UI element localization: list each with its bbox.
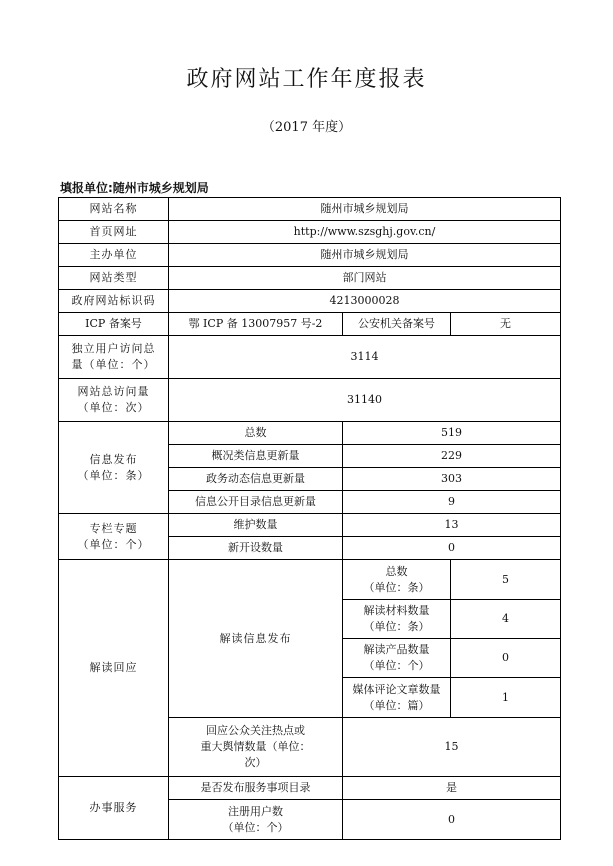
interpret-material-value: 4 — [451, 600, 561, 639]
services-catalog-value: 是 — [343, 777, 561, 800]
report-year: （2017 年度） — [261, 120, 352, 135]
icp-value: 鄂 ICP 备 13007957 号-2 — [169, 313, 343, 336]
table-row — [59, 514, 561, 537]
total-visits-label-line1: 网站总访问量 — [77, 385, 150, 398]
interpret-media-label — [343, 678, 451, 718]
interpret-media-label-line1: 媒体评论文章数量 — [352, 682, 441, 696]
total-visits-label-line2: （单位：次） — [77, 401, 150, 414]
table-row — [59, 198, 561, 221]
interpret-material-label-line2: （单位：条） — [363, 620, 430, 633]
table-row — [59, 267, 561, 290]
columns-label-line2: （单位：个） — [77, 537, 150, 551]
report-table — [58, 197, 561, 840]
police-record-label: 公安机关备案号 — [343, 313, 451, 336]
services-users-label — [169, 800, 343, 840]
interpret-total-value: 5 — [451, 560, 561, 600]
info-overview-label: 概况类信息更新量 — [169, 445, 343, 468]
interpret-publish-label: 解读信息发布 — [169, 560, 343, 718]
info-overview-value: 229 — [343, 445, 561, 468]
info-total-label: 总数 — [169, 422, 343, 445]
site-name-value: 随州市城乡规划局 — [169, 198, 561, 221]
columns-new-label: 新开设数量 — [169, 537, 343, 560]
interpret-product-label-line1: 解读产品数量 — [363, 643, 430, 656]
interpret-total-label-line1: 总数 — [385, 564, 408, 578]
total-visits-value: 31140 — [169, 379, 561, 422]
table-row — [59, 313, 561, 336]
columns-new-value: 0 — [343, 537, 561, 560]
police-record-value: 无 — [451, 313, 561, 336]
home-url-value: http://www.szsghj.gov.cn/ — [169, 221, 561, 244]
page-title: 政府网站工作年度报表 — [186, 67, 427, 92]
table-row — [59, 290, 561, 313]
table-row — [59, 560, 561, 600]
site-type-label: 网站类型 — [59, 267, 169, 290]
info-total-value: 519 — [343, 422, 561, 445]
total-visits-label — [59, 379, 169, 422]
info-news-value: 303 — [343, 468, 561, 491]
response-value: 15 — [343, 718, 561, 777]
unique-visitors-label-line1: 独立用户访问总 — [71, 342, 156, 355]
info-publish-label — [59, 422, 169, 514]
interpret-media-value: 1 — [451, 678, 561, 718]
info-catalog-label: 信息公开目录信息更新量 — [169, 491, 343, 514]
interpret-label: 解读回应 — [59, 560, 169, 777]
site-id-value: 4213000028 — [169, 290, 561, 313]
table-row — [59, 379, 561, 422]
host-unit-label: 主办单位 — [59, 244, 169, 267]
site-type-value: 部门网站 — [169, 267, 561, 290]
services-users-label-line2: （单位：个） — [222, 820, 289, 834]
services-catalog-label: 是否发布服务事项目录 — [169, 777, 343, 800]
columns-maintain-value: 13 — [343, 514, 561, 537]
interpret-product-value: 0 — [451, 639, 561, 678]
response-label-line3: 次） — [244, 756, 267, 769]
table-row — [59, 777, 561, 800]
interpret-product-label-line2: （单位：个） — [363, 659, 430, 672]
home-url-label: 首页网址 — [59, 221, 169, 244]
services-label: 办事服务 — [59, 777, 169, 840]
table-row — [59, 244, 561, 267]
info-catalog-value: 9 — [343, 491, 561, 514]
reporting-unit: 填报单位:随州市城乡规划局 — [60, 181, 209, 195]
icp-label: ICP 备案号 — [59, 313, 169, 336]
table-row — [59, 336, 561, 379]
columns-maintain-label: 维护数量 — [169, 514, 343, 537]
info-news-label: 政务动态信息更新量 — [169, 468, 343, 491]
interpret-material-label-line1: 解读材料数量 — [363, 604, 430, 617]
interpret-product-label — [343, 639, 451, 678]
interpret-total-label — [343, 560, 451, 600]
response-label-line1: 回应公众关注热点或 — [206, 724, 305, 737]
site-name-label: 网站名称 — [59, 198, 169, 221]
info-publish-label-line1: 信息发布 — [89, 452, 138, 466]
unique-visitors-label — [59, 336, 169, 379]
info-publish-label-line2: （单位：条） — [77, 468, 150, 482]
services-users-label-line1: 注册用户数 — [228, 804, 283, 818]
response-label-line2: 重大舆情数量（单位： — [200, 740, 311, 753]
services-users-value: 0 — [343, 800, 561, 840]
site-id-label: 政府网站标识码 — [59, 290, 169, 313]
interpret-total-label-line2: （单位：条） — [363, 580, 430, 594]
interpret-media-label-line2: （单位：篇） — [363, 698, 430, 712]
unique-visitors-value: 3114 — [169, 336, 561, 379]
columns-label — [59, 514, 169, 560]
columns-label-line1: 专栏专题 — [89, 521, 138, 535]
unique-visitors-label-line2: 量（单位：个） — [71, 358, 156, 371]
table-row — [59, 221, 561, 244]
response-label — [169, 718, 343, 777]
interpret-material-label — [343, 600, 451, 639]
table-row — [59, 422, 561, 445]
host-unit-value: 随州市城乡规划局 — [169, 244, 561, 267]
